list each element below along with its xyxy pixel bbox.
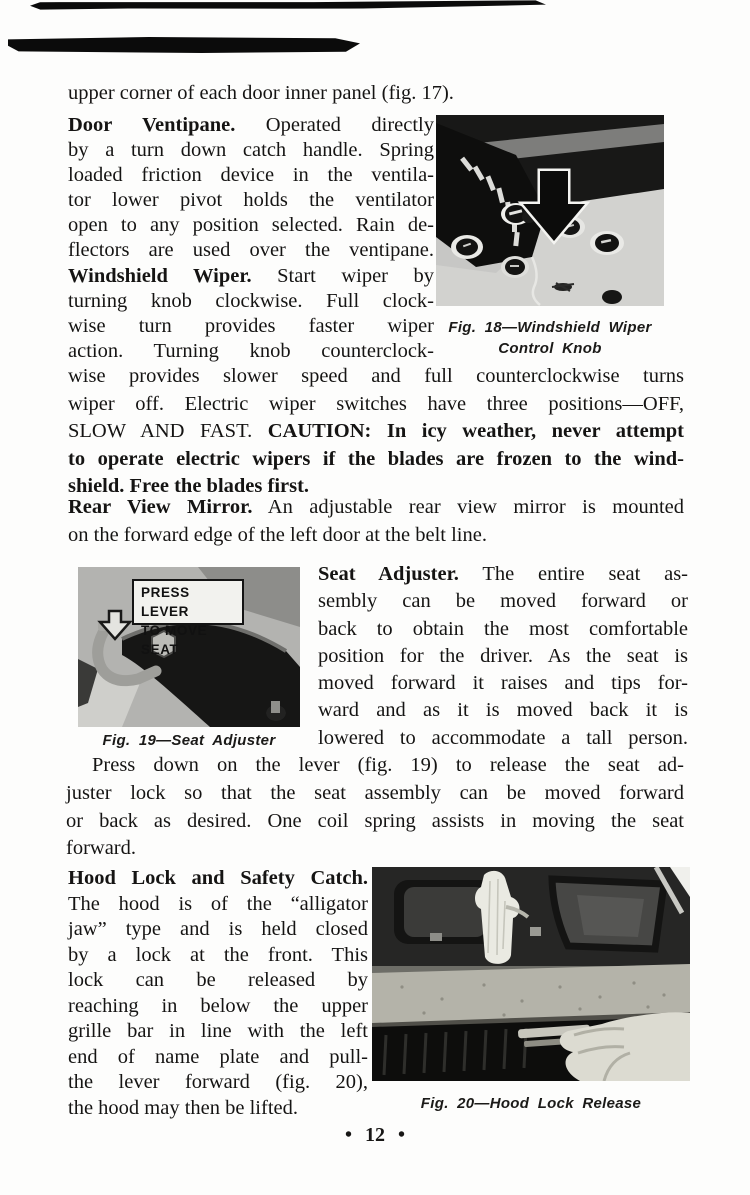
text-line: Rear View Mirror. An adjustable rear view mirror is mounted [68,496,684,518]
caption-line: Control Knob [498,340,602,357]
text-line: shield. Free the blades first. [68,475,310,498]
text-line: position for the driver. As the seat is [318,644,688,667]
figure-18-caption [428,317,672,359]
text-line: jaw” type and is held closed [68,918,368,940]
knob [451,235,483,259]
text-line: Windshield Wiper. Start wiper by [68,264,434,287]
figure-20-caption [372,1093,690,1114]
figure-18-photo [436,115,664,306]
page-number: • 12 • [344,1124,405,1146]
wiper-paragraph-full-width [68,363,684,501]
text-line: Door Ventipane. Operated directly [68,114,434,136]
text-line: ward and as it is moved back it is [318,699,688,722]
caption-line: Fig. 18—Windshield Wiper [448,319,652,336]
hood-lock-illustration [372,867,690,1081]
text-line: wise provides slower speed and full counterclockwise turns [68,365,684,387]
text-line: flectors are used over the ventipane. [68,239,434,262]
rear-view-mirror-paragraph [68,494,684,549]
text-line: wiper off. Electric wiper switches have three positions—OFF, [68,392,684,415]
caption-line: Fig. 20—Hood Lock Release [420,1095,642,1112]
scan-artifact-bar [8,37,360,53]
text-line: the lever forward (fig. 20), [68,1071,368,1093]
figure-19-photo [78,567,300,727]
text-line: on the forward edge of the left door at the belt line. [68,523,487,546]
text-line: tor lower pivot holds the ventilator [68,189,434,212]
text-line: SLOW AND FAST. CAUTION: In icy weather, never attempt [68,420,684,443]
text-line: loaded friction device in the ventila- [68,164,434,187]
figure-19-caption [70,730,308,751]
text-line: by a turn down catch handle. Spring [68,139,434,162]
press-lever-label [132,579,244,657]
knob [501,256,529,278]
caption-line: Fig. 19—Seat Adjuster [102,732,276,749]
text-line: Hood Lock and Safety Catch. [68,867,368,889]
hood-lock-paragraph [68,866,368,1121]
intro-text [68,80,688,106]
text-line: by a lock at the front. This [68,943,368,966]
text-line: lowered to accommodate a tall person. [318,726,688,749]
text-line: back to obtain the most comfortable [318,617,688,640]
text-line: to operate electric wipers if the blades are frozen to the wind- [68,447,684,470]
text-line: Press down on the lever (fig. 19) to release the seat ad- [92,754,684,776]
text-line: wise turn provides faster wiper [68,314,434,337]
knob [590,231,624,255]
press-lever-paragraph [66,752,684,863]
text-line: sembly can be moved forward or [318,590,688,613]
seat-adjuster-paragraph [318,561,688,752]
text-line: grille bar in line with the left [68,1020,368,1042]
text-line: Seat Adjuster. The entire seat as- [318,563,689,585]
label-line: TO MOVE SEAT [141,623,208,657]
scan-artifact-bar [30,0,546,10]
text-line: juster lock so that the seat assembly can be moved forward [66,781,684,804]
door-ventipane-paragraph [68,113,434,364]
text-line: open to any position selected. Rain de- [68,214,434,237]
figure-20-photo [372,867,690,1081]
text-line: turning knob clockwise. Full clock- [68,289,434,312]
label-line: PRESS LEVER [141,585,190,619]
wiper-knob-illustration [436,115,664,306]
text-line: action. Turning knob counterclock- [68,339,434,362]
text-line: or back as desired. One coil spring assists in moving the seat [66,809,684,832]
text-line: The hood is of the “alligator [68,892,368,915]
text-line: the hood may then be lifted. [68,1096,298,1119]
text-line: reaching in below the upper [68,994,368,1017]
text-line: moved forward it raises and tips for- [318,672,688,695]
text-line: forward. [66,837,137,860]
text-line: lock can be released by [68,969,368,991]
text-line: end of name plate and pull- [68,1045,368,1068]
text-line: upper corner of each door inner panel (fig. 17). [68,82,454,104]
